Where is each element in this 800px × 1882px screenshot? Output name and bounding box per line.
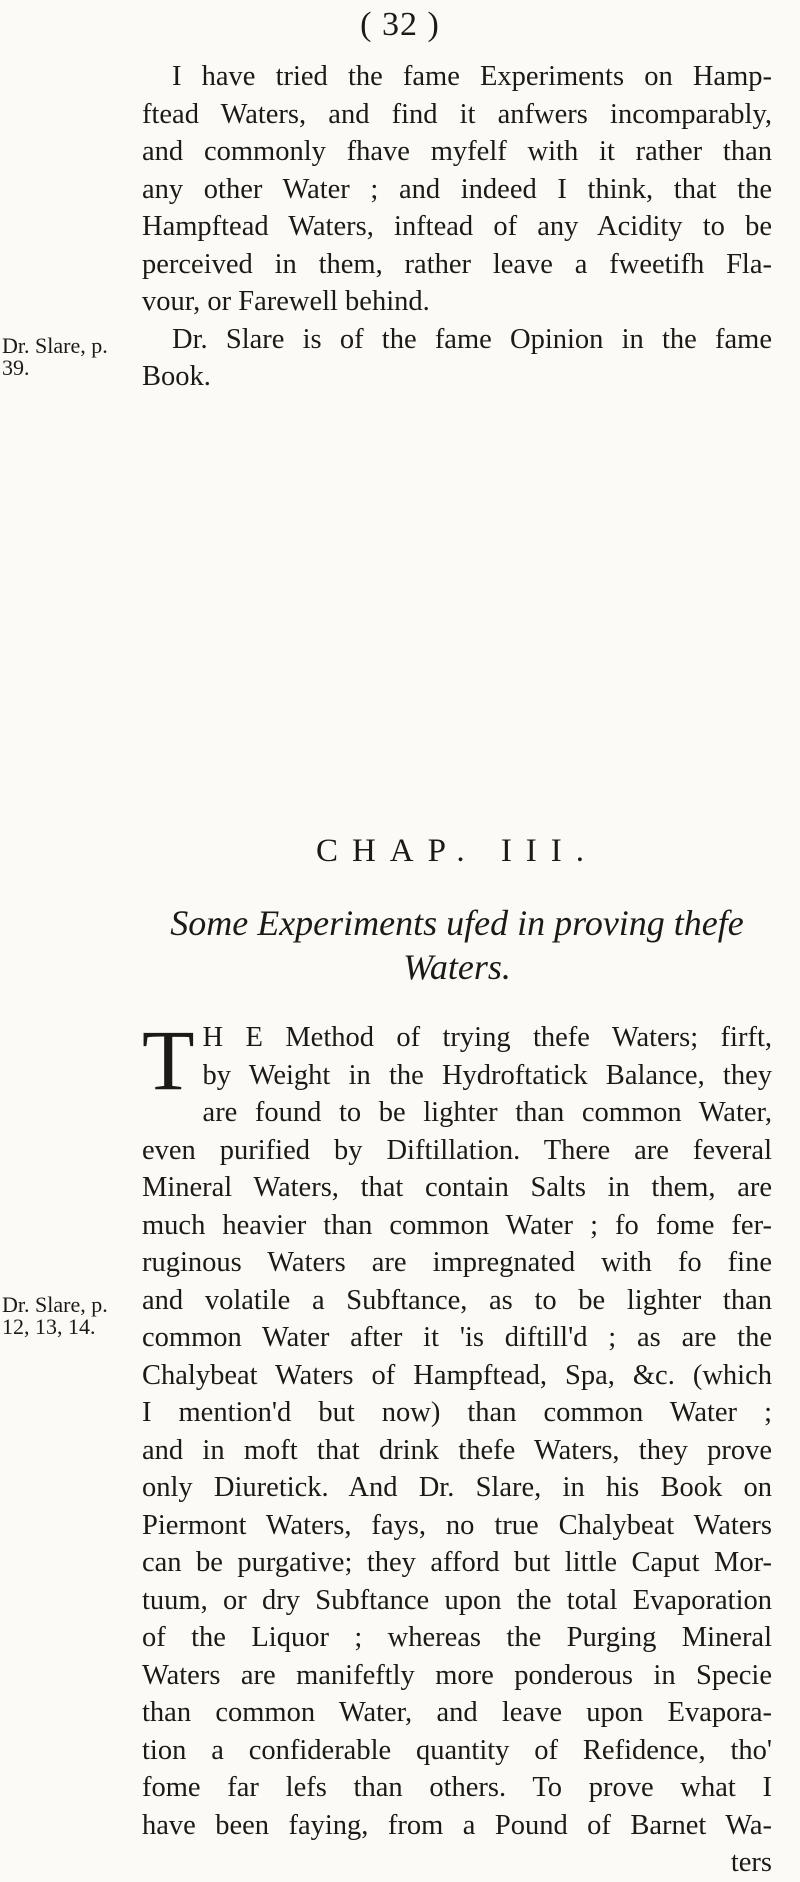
text-line: have been faying, from a Pound of Barnet Wa- (142, 1809, 772, 1841)
text-line: vour, or Farewell behind. (142, 286, 430, 317)
text-line: perceived in them, rather leave a fweetifh Fla- (142, 248, 772, 280)
text-line: any other Water ; and indeed I think, that the (142, 173, 772, 205)
paragraph-hampstead-experiments (142, 58, 772, 396)
text-line: I have tried the fame Experiments on Hamp- (172, 61, 772, 92)
chapter-heading: CHAP. III. (315, 833, 599, 869)
margin-note-slare-39: Dr. Slare, p. 39. (2, 333, 108, 380)
text-line: Piermont Waters, fays, no true Chalybeat Waters (142, 1509, 772, 1541)
text-line: and in moft that drink thefe Waters, they prove (142, 1434, 772, 1466)
page-number: ( 32 ) (360, 6, 440, 43)
text-line: Dr. Slare is of the fame Opinion in the fame (172, 323, 772, 355)
text-line: H E Method of trying thefe Waters; firft, (202, 1022, 772, 1053)
text-line: and commonly fhave myfelf with it rather than (142, 136, 772, 167)
text-line: of the Liquor ; whereas the Purging Mineral (142, 1622, 772, 1653)
text-line: can be purgative; they afford but little Caput Mor- (142, 1547, 772, 1578)
text-line: Chalybeat Waters of Hampftead, Spa, &c. (which (142, 1359, 772, 1391)
text-line: Mineral Waters, that contain Salts in them, are (142, 1172, 772, 1203)
chapter-title-line: Some Experiments ufed in proving thefe (170, 903, 744, 943)
text-line: only Diuretick. And Dr. Slare, in his Book on (142, 1472, 772, 1503)
text-line: tion a confiderable quantity of Refidence, tho' (142, 1734, 772, 1766)
text-line: are found to be lighter than common Water, (202, 1097, 772, 1128)
text-line: and volatile a Subftance, as to be lighter than (142, 1284, 772, 1316)
text-line: tuum, or dry Subftance upon the total Evaporation (142, 1584, 772, 1616)
catchword: ters (730, 1847, 772, 1878)
text-line: even purified by Diftillation. There are feveral (142, 1134, 772, 1166)
text-line: ruginous Waters are impregnated with fo fine (142, 1247, 772, 1278)
text-line: fome far lefs than others. To prove what I (142, 1772, 772, 1803)
chapter-title-line: Waters. (403, 947, 511, 987)
text-line: ftead Waters, and find it anfwers incomparably, (142, 98, 772, 130)
text-line: Hampftead Waters, inftead of any Acidity to be (142, 211, 772, 242)
text-line: common Water after it 'is diftill'd ; as are the (142, 1322, 772, 1353)
margin-note-slare-12-14: Dr. Slare, p. 12, 13, 14. (2, 1292, 108, 1339)
drop-cap: T (142, 1012, 195, 1108)
text-line: Waters are manifeftly more ponderous in Specie (142, 1659, 772, 1691)
text-line: than common Water, and leave upon Evapora- (142, 1697, 772, 1728)
paragraph-method-of-trying (142, 1012, 772, 1882)
text-line: much heavier than common Water ; fo fome fer- (142, 1209, 772, 1241)
text-line: Book. (142, 361, 211, 392)
chapter-title (142, 901, 772, 989)
text-line: by Weight in the Hydroftatick Balance, they (202, 1059, 772, 1091)
text-line: I mention'd but now) than common Water ; (142, 1397, 772, 1428)
